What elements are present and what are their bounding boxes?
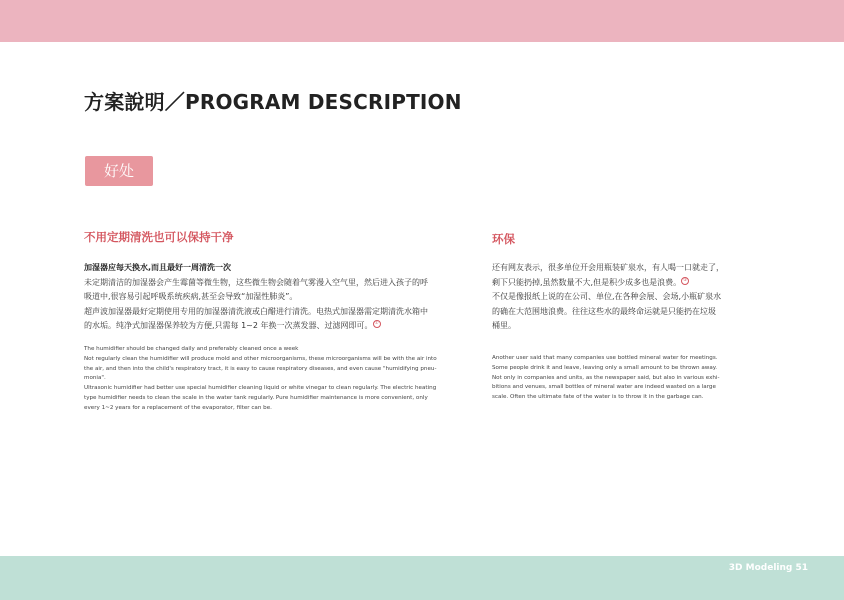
left-cn-line [84,319,444,334]
right-cn-line: 不仅是像报纸上说的在公司、单位,在各种会展、会场,小瓶矿泉水 [492,292,722,301]
bottom-band [0,556,844,600]
left-cn-line: 超声波加湿器最好定期使用专用的加湿器清洗液或白醋进行清洗。电热式加湿器需定期清洗水箱中 [84,306,428,316]
top-band [0,0,844,42]
footnote-mark-2: ② [683,277,688,283]
right-en-line: Not only in companies and units, as the newspaper said, but also in various exhi- [492,374,720,381]
left-cn-text [84,261,444,334]
right-cn-line: 还有网友表示，很多单位开会用瓶装矿泉水，有人喝一口就走了， [492,263,724,272]
page-footer: 3D Modeling 51 [728,563,808,573]
right-en-text [492,354,732,403]
right-en-line: scale. Often the ultimate fate of the water is to throw it in the garbage can. [492,394,704,401]
left-cn-line: 吸道中,很容易引起呼吸系统疾病,甚至会导致“加湿性肺炎”。 [84,292,298,301]
right-en-line: bitions and venues, small bottles of mineral water are indeed wasted on a large [492,384,716,391]
left-en-text [84,345,444,414]
footnote-mark-1: ① [374,321,379,327]
left-en-line: monia". [84,375,106,382]
right-cn-line-text: 剩下只能扔掉,虽然数量不大,但是积少成多也是浪费。 [492,277,682,287]
right-cn-line: 桶里。 [492,321,516,330]
right-cn-text [492,261,732,334]
left-en-line: every 1~2 years for a replacement of the evaporator, filter can be. [84,404,272,411]
right-cn-line [492,276,732,291]
left-section-heading: 不用定期清洗也可以保持干净 [84,230,234,244]
left-cn-subhead: 加湿器应每天换水,而且最好一周清洗一次 [84,263,232,272]
left-en-line: the air, and then into the child's respiratory tract, it is easy to cause respiratory diseases, and even cause "humidifying pneu- [84,365,437,372]
right-section-heading: 环保 [492,232,515,246]
section-badge: 好处 [85,156,153,186]
left-cn-line-text: 的水垢。纯净式加湿器保养较为方便,只需每 1~2 年换一次蒸发器、过滤网即可。 [84,321,373,330]
right-en-line: Some people drink it and leave, leaving only a small amount to be thrown away. [492,364,718,371]
page-title: 方案說明／PROGRAM DESCRIPTION [84,90,462,114]
left-en-line: Not regularly clean the humidifier will produce mold and other microorganisms, these microorganisms will be with the air into [84,355,437,362]
left-en-line: type humidifier needs to clean the scale in the water tank regularly. Pure humidifier maintenance is more convenient, only [84,394,428,401]
right-cn-line: 的确在大范围地浪费。往往这些水的最终命运就是只能扔在垃圾 [492,306,716,316]
left-cn-line: 未定期清洁的加湿器会产生霉菌等微生物，这些微生物会随着气雾漫入空气里，然后进入孩子的呼 [84,277,428,287]
left-en-line: Ultrasonic humidifier had better use special humidifier cleaning liquid or white vinegar to clean regularly. The electric heating [84,385,437,392]
left-en-line: The humidifier should be changed daily and preferably cleaned once a week [84,346,299,352]
right-en-line: Another user said that many companies use bottled mineral water for meetings. [492,355,718,361]
